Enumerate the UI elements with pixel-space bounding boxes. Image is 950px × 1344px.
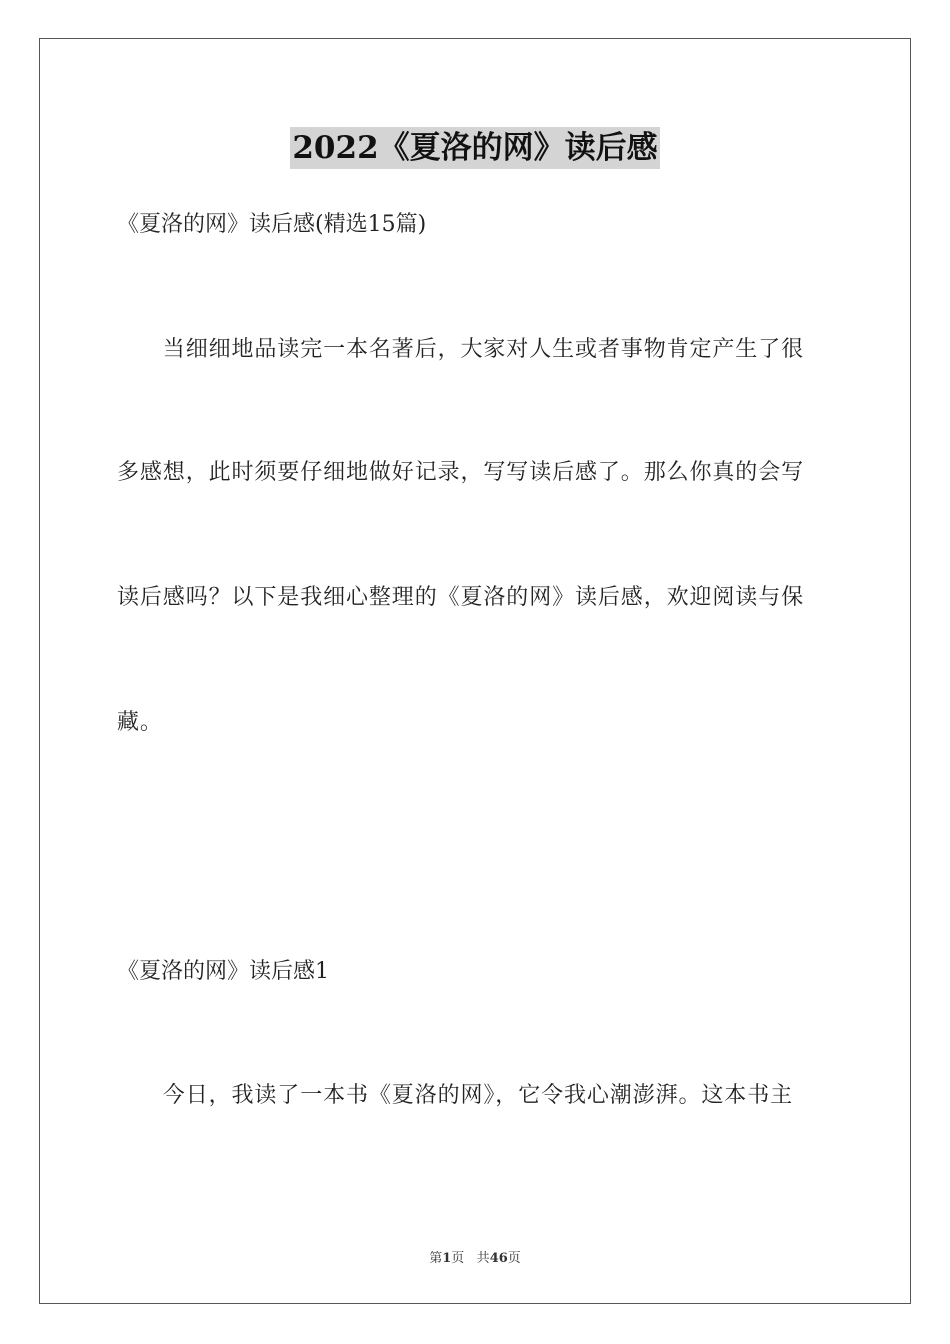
section-heading: 《夏洛的网》读后感1	[117, 959, 329, 984]
intro-line-1: 当细细地品读完一本名著后，大家对人生或者事物肯定产生了很	[117, 337, 805, 362]
footer-prefix: 第	[429, 1251, 443, 1266]
footer-page-suffix: 页	[451, 1251, 465, 1266]
title-container	[0, 127, 950, 169]
document-title: 2022《夏洛的网》读后感	[290, 127, 659, 169]
page-footer	[0, 1247, 950, 1266]
section-line-1: 今日，我读了一本书《夏洛的网》，它令我心潮澎湃。这本书主	[117, 1083, 794, 1108]
footer-page-number: 1	[442, 1251, 452, 1266]
document-subtitle: 《夏洛的网》读后感(精选15篇)	[117, 212, 427, 237]
footer-total-pages: 46	[489, 1251, 508, 1266]
intro-line-2: 多感想，此时须要仔细地做好记录，写写读后感了。那么你真的会写	[117, 460, 805, 485]
intro-line-3: 读后感吗？以下是我细心整理的《夏洛的网》读后感，欢迎阅读与保	[117, 585, 805, 610]
intro-line-4: 藏。	[117, 710, 163, 735]
footer-total-prefix: 共	[476, 1251, 490, 1266]
footer-total-suffix: 页	[507, 1251, 521, 1266]
